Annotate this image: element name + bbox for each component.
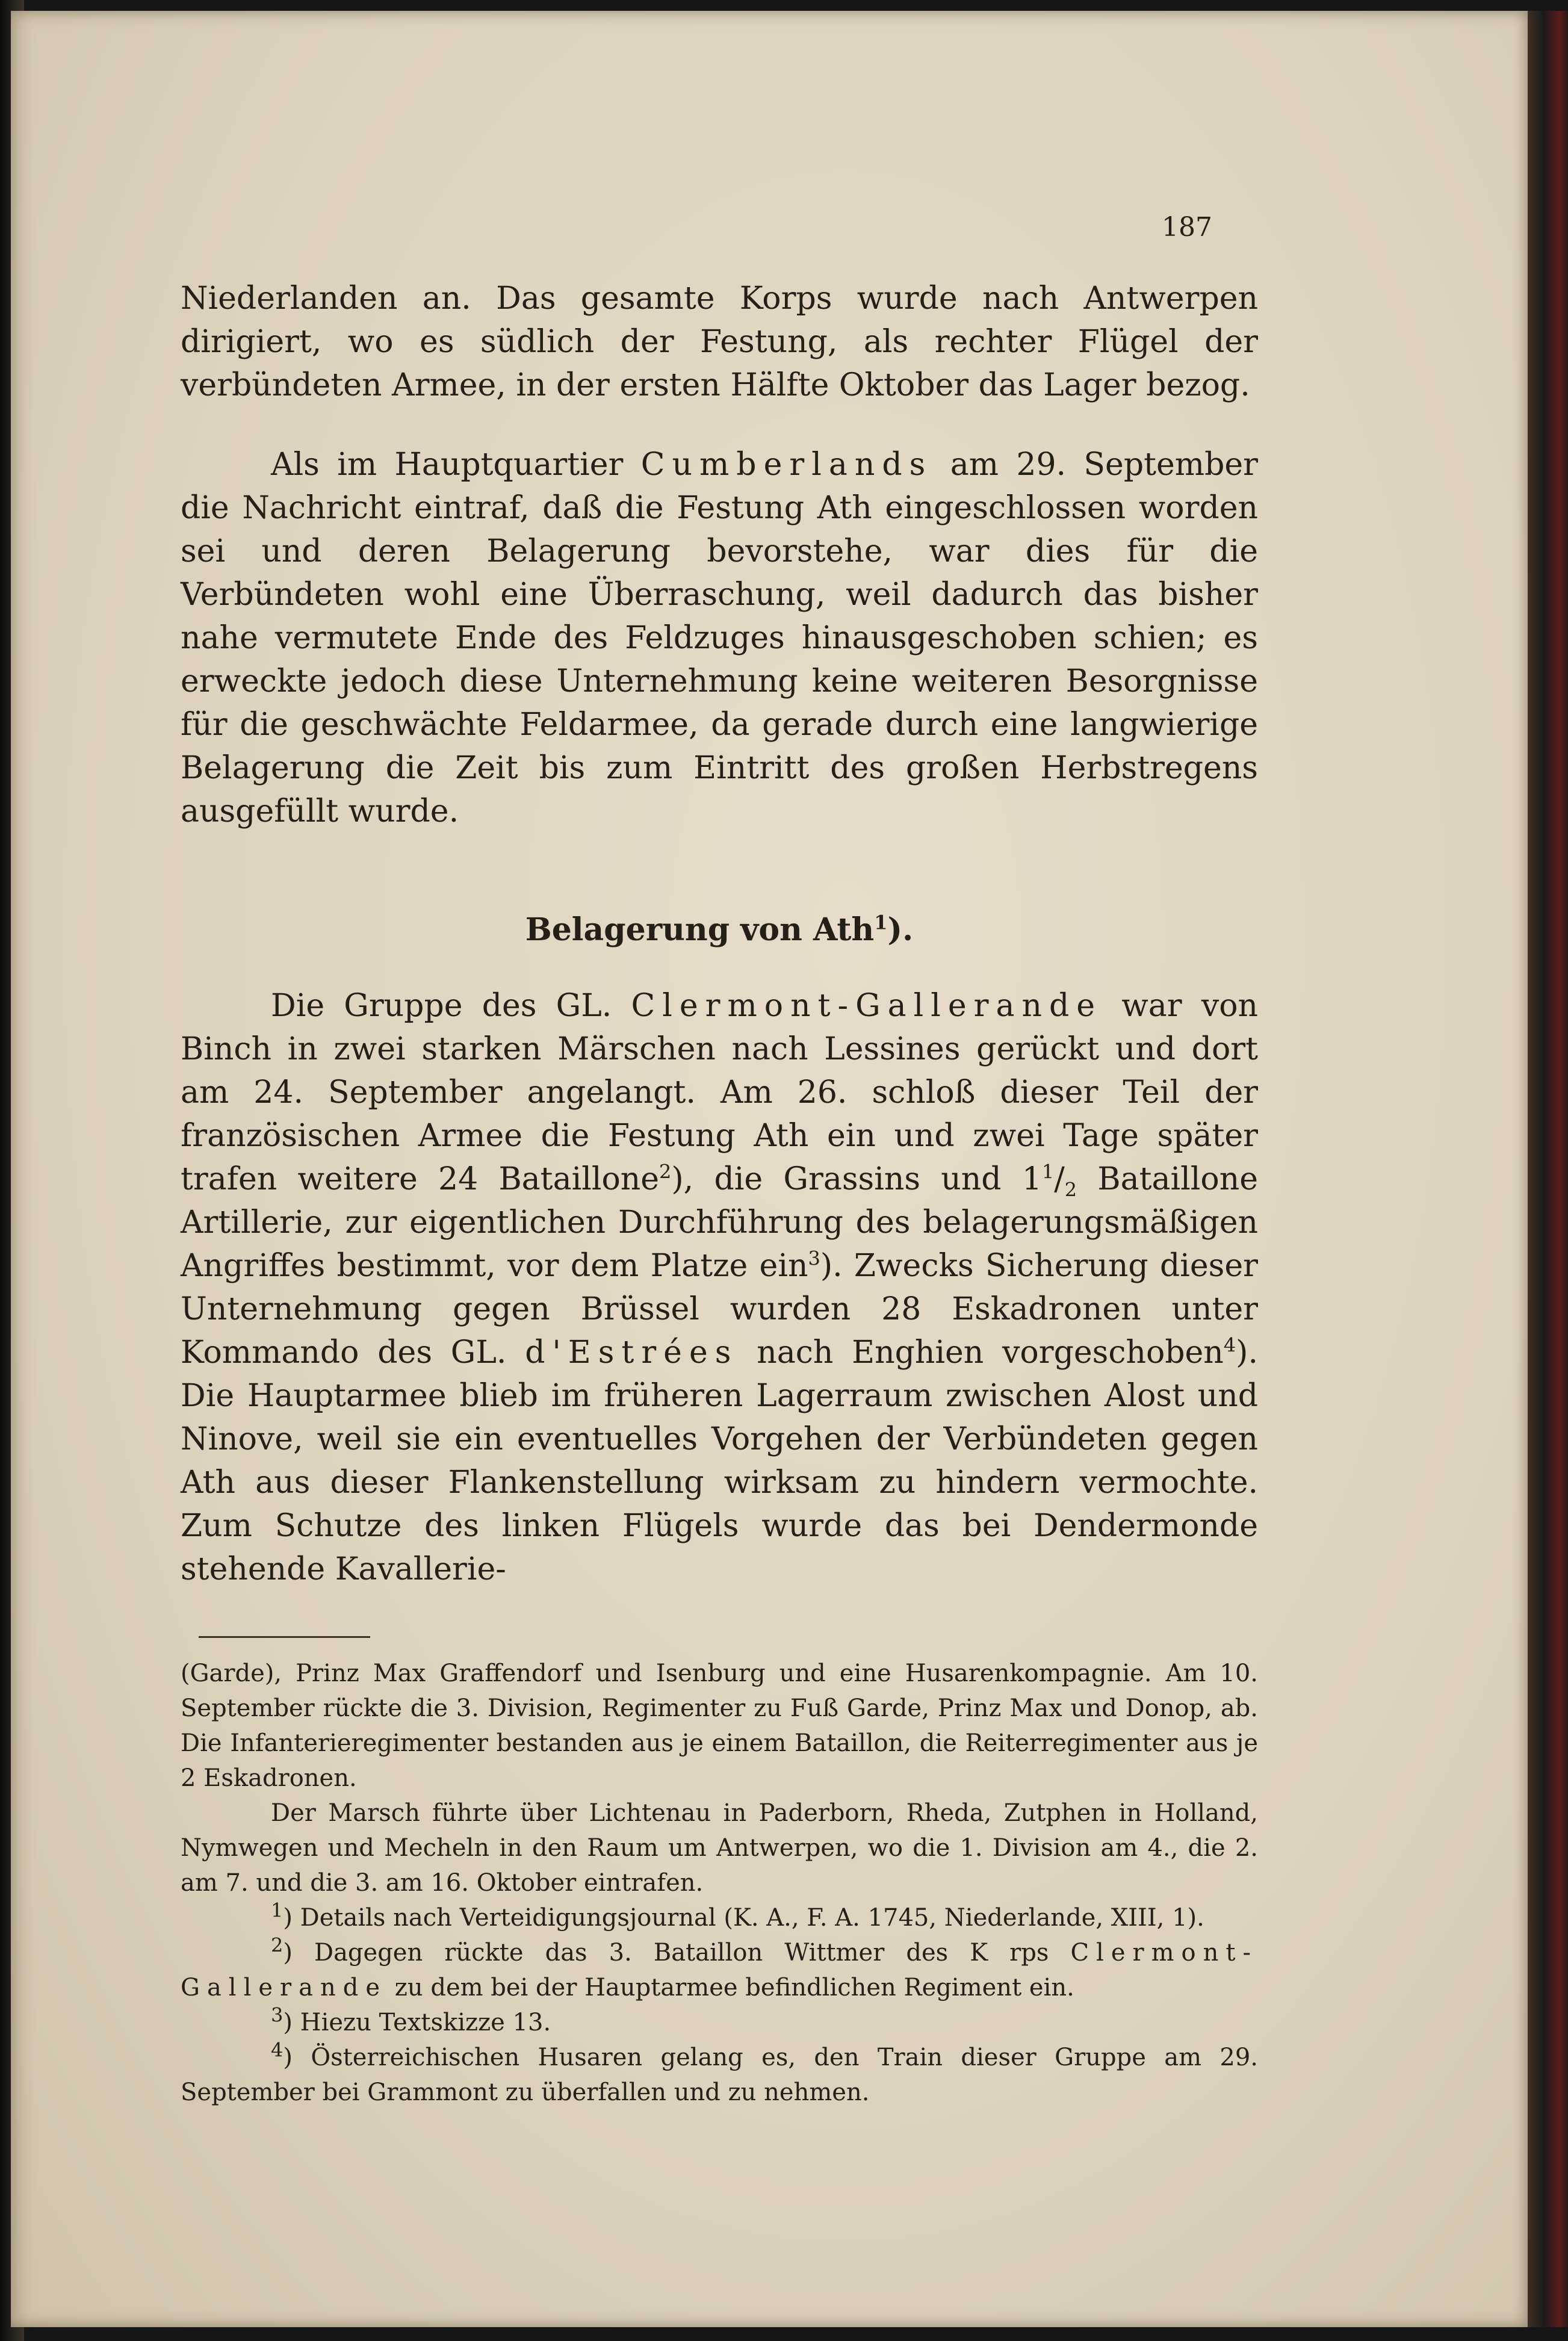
fraction-denominator: 2: [1064, 1178, 1077, 1202]
footnote-2-start: ) Dagegen rückte das 3. Bataillon Wittmer des K rps: [283, 1939, 1071, 1967]
footnote-4-mark: 4: [271, 2038, 284, 2062]
footnote-ref-2: 2: [659, 1160, 672, 1183]
p3-segment-6: nach Enghien vorgeschoben: [738, 1335, 1224, 1371]
footnote-4: [181, 2040, 1258, 2110]
paragraph-1: Niederlanden an. Das gesamte Korps wurde nach Antwerpen dirigiert, wo es südlich der Festung, als rechter Flügel der verbündeten Armee, in der ersten Hälfte Oktober das Lager bezog.: [181, 281, 1258, 403]
footnote-2-end: zu dem bei der Hauptarmee befindlichen Regiment ein.: [387, 1974, 1074, 2001]
footnote-3-text: ) Hiezu Textskizze 13.: [283, 2009, 551, 2036]
paragraph-2-start: Als im Hauptquartier: [271, 447, 641, 483]
heading-footnote-ref: 1: [874, 911, 888, 934]
footnote-3: [181, 2005, 1258, 2040]
footnote-1-text: ) Details nach Verteidigungsjournal (K. A., F. A. 1745, Niederlande, XIII, 1).: [283, 1904, 1204, 1932]
footnote-1: [181, 1900, 1258, 1935]
footnote-divider: [199, 1636, 370, 1638]
heading-text: Belagerung von Ath: [525, 911, 875, 948]
footnotes: [181, 1656, 1258, 2110]
fraction-slash: /: [1054, 1161, 1065, 1197]
footnote-ref-4: 4: [1223, 1333, 1236, 1357]
footnote-2-name: Clermont-Gallerande: [181, 1939, 1258, 2001]
p3-segment-3: ), die Grassins und 1: [671, 1161, 1042, 1197]
footnote-2-mark: 2: [271, 1933, 284, 1957]
footnote-continuation-2: Der Marsch führte über Lichtenau in Paderborn, Rheda, Zutphen in Holland, Nymwegen und Mecheln in den Raum um Antwerpen, wo die 1. Division am 4., die 2. am 7. und die 3. am 16. Oktober eintrafen.: [181, 1799, 1258, 1897]
name-cumberlands: Cumberlands: [640, 447, 933, 483]
p3-segment-1: Die Gruppe des GL.: [271, 988, 631, 1024]
p3-segment-5: ). Zwecks Sicherung dieser Unternehmung gegen Brüssel wurden 28 Eskadronen unter Kommando des GL.: [181, 1248, 1258, 1371]
page-edge: [1528, 11, 1568, 2327]
p3-segment-7: ). Die Hauptarmee blieb im früheren Lagerraum zwischen Alost und Ninove, weil sie ein eventuelles Vorgehen der Verbündeten gegen Ath aus dieser Flankenstellung wirksam zu hindern vermochte. Zum Schutze des linken Flügels wurde das bei Dendermonde stehende Kavallerie-: [181, 1335, 1258, 1587]
p3-segment-2: war von Binch in zwei starken Märschen nach Lessines gerückt und dort am 24. September angelangt. Am 26. schloß dieser Teil der französischen Armee die Festung Ath ein und zwei Tage später trafen weitere 24 Bataillone: [181, 988, 1258, 1197]
paragraph-2: [181, 443, 1258, 833]
paragraph-3: [181, 984, 1258, 1591]
footnote-1-mark: 1: [271, 1899, 284, 1922]
footnote-3-mark: 3: [271, 2003, 284, 2027]
page-number: 187: [1162, 212, 1212, 243]
name-clermont-gallerande: Clermont-Gallerande: [631, 988, 1103, 1024]
footnote-continuation-1: (Garde), Prinz Max Graffendorf und Isenburg und eine Husarenkompagnie. Am 10. September rückte die 3. Division, Regimenter zu Fuß Garde, Prinz Max und Donop, ab. Die Infanterieregimenter bestanden aus je einem Bataillon, die Reiterregimenter aus je 2 Eskadronen.: [181, 1660, 1258, 1792]
text-block: [181, 205, 1258, 2110]
fraction-numerator: 1: [1041, 1160, 1055, 1183]
footnote-ref-3: 3: [808, 1247, 820, 1270]
paragraph-2-rest: am 29. September die Nachricht eintraf, daß die Festung Ath eingeschlossen worden sei und deren Belagerung bevorstehe, war dies für die Verbündeten wohl eine Überraschung, weil dadurch das bisher nahe vermutete Ende des Feldzuges hinausgeschoben schien; es erweckte jedoch diese Unternehmung keine weiteren Besorgnisse für die geschwächte Feldarmee, da gerade durch eine langwierige Belagerung die Zeit bis zum Eintritt des großen Herbstregens ausgefüllt wurde.: [181, 447, 1258, 829]
heading-close: ).: [887, 911, 914, 948]
section-heading: [181, 911, 1258, 948]
p3-segment-4: Bataillone Artillerie, zur eigentlichen Durchführung des belagerungsmäßigen Angriffes bestimmt, vor dem Platze ein: [181, 1161, 1258, 1284]
footnote-2: [181, 1935, 1258, 2005]
name-destrees: d'Estrées: [525, 1335, 739, 1371]
footnote-4-text: ) Österreichischen Husaren gelang es, den Train dieser Gruppe am 29. September bei Grammont zu überfallen und zu nehmen.: [181, 2044, 1258, 2106]
